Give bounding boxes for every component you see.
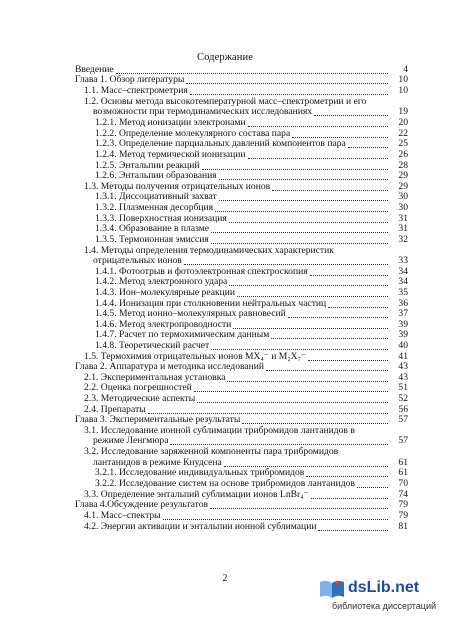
toc-entry-title: 1.3.4. Образование в плазме [95,223,210,234]
toc-leader-dots [233,319,388,329]
toc-entry-title: 1.5. Термохимия отрицательных ионов MX₄⁻ и M₂X₇⁻ [84,351,307,362]
toc-entry-title: режиме Ленгмюра [93,435,169,446]
toc-entry [0,223,450,234]
toc-entry-title: 3.2.1. Исследование индивидуальных трибромидов [95,467,305,478]
toc-entry-page: 33 [398,255,408,266]
toc-entry-title: 2.2. Оценка погрешностей [84,382,192,393]
toc-entry-page: 30 [398,191,408,202]
toc-entry-page: 34 [398,276,408,287]
toc-entry [0,234,450,245]
toc-entry-title: 1.3.2. Плазменная десорбция [95,202,214,213]
toc-leader-dots [292,128,388,138]
toc-entry-title: Глава 1. Обзор литературы [75,74,185,85]
toc-entry-page: 74 [398,489,408,500]
toc-entry-title: 1.3.1. Диссоциативный захват [95,191,217,202]
toc-entry-page: 34 [398,266,408,277]
toc-entry [0,106,450,117]
table-of-contents [0,62,450,562]
toc-leader-dots [357,478,388,488]
toc-entry [0,202,450,213]
toc-entry-page: 26 [398,149,408,160]
toc-leader-dots [170,435,388,445]
toc-leader-dots [248,149,388,159]
toc-entry-title: 4.2. Энергии активации и энтальпии ионной сублимации [84,521,317,532]
toc-entry-title: 1.3. Методы получения отрицательных ионов [84,181,271,192]
book-logo-icon [318,578,346,600]
toc-leader-dots [194,382,388,392]
toc-entry-page: 25 [398,138,408,149]
toc-leader-dots [348,138,388,148]
toc-entry-page: 31 [398,213,408,224]
toc-leader-dots [271,329,388,339]
toc-entry-page: 30 [398,202,408,213]
toc-leader-dots [229,213,388,223]
toc-leader-dots [237,287,388,297]
toc-entry [0,510,450,521]
toc-leader-dots [190,85,388,95]
toc-leader-dots [211,340,388,350]
toc-leader-dots [311,489,388,499]
toc-entry-title: 3.2.2. Исследование систем на основе трибромидов лантанидов [95,478,355,489]
toc-entry-title: 1.4.7. Расчет по термохимическим данным [95,329,270,340]
toc-entry-page: 4 [403,64,408,75]
toc-entry-title: 2.3. Методические аспекты [84,393,196,404]
toc-entry [0,340,450,351]
toc-entry-page: 37 [398,308,408,319]
toc-entry-title: 1.2.1. Метод ионизации электронами [95,117,246,128]
toc-leader-dots [186,74,388,84]
toc-entry-title: 1.4.4. Ионизация при столкновении нейтральных частиц [95,298,327,309]
toc-leader-dots [211,223,388,233]
toc-leader-dots [148,404,388,414]
toc-leader-dots [272,181,388,191]
toc-entry-title: 1.2. Основы метода высокотемпературной масс–спектрометрии и его [84,96,367,107]
toc-entry-title: 3.2. Исследование заряженной компоненты пара трибромидов [84,446,339,457]
toc-leader-dots [328,298,388,308]
toc-entry-title: 1.4.6. Метод электропроводности [95,319,232,330]
toc-entry [0,499,450,510]
toc-entry [0,393,450,404]
toc-leader-dots [310,266,388,276]
toc-entry-title: 3.3. Определение энтальпий сублимации ионов LnBr₄⁻ [84,489,309,500]
toc-entry [0,361,450,372]
toc-entry-page: 22 [398,128,408,139]
toc-entry-page: 81 [398,521,408,532]
toc-leader-dots [288,308,388,318]
toc-entry-page: 57 [398,435,408,446]
toc-entry [0,435,450,446]
toc-entry [0,191,450,202]
toc-entry-title: 1.2.6. Энтальпии образования [95,170,217,181]
toc-entry-page: 19 [398,106,408,117]
toc-entry-page: 28 [398,160,408,171]
toc-entry-page: 20 [398,117,408,128]
toc-entry-page: 79 [398,499,408,510]
toc-entry-title: 1.1. Масс–спектрометрия [84,85,188,96]
toc-leader-dots [163,510,388,520]
toc-entry-title: лантанидов в режиме Кнудсена [93,457,222,468]
toc-entry-title: 2.4. Препараты [84,404,146,415]
toc-entry-title: 1.4.5. Метод ионно–молекулярных равновесий [95,308,286,319]
toc-leader-dots [308,351,388,361]
toc-leader-dots [314,106,388,116]
toc-entry [0,138,450,149]
toc-entry-title: возможности при термодинамических исследованиях [93,106,313,117]
toc-leader-dots [210,499,388,509]
toc-leader-dots [202,160,388,170]
toc-leader-dots [318,521,388,531]
toc-leader-dots [219,170,388,180]
toc-entry-title: Глава 3. Экспериментальные результаты [75,414,241,425]
toc-entry [0,287,450,298]
toc-leader-dots [242,414,388,424]
toc-entry-page: 61 [398,467,408,478]
toc-entry-page: 43 [398,372,408,383]
toc-entry [0,414,450,425]
toc-entry-page: 29 [398,181,408,192]
toc-entry-title: 1.2.5. Энтальпии реакций [95,160,200,171]
toc-entry-page: 56 [398,404,408,415]
toc-entry-title: 3.1. Исследование ионной сублимации трибромидов лантанидов в [84,425,355,436]
toc-leader-dots [215,202,388,212]
toc-entry-title: Глава 4.Обсуждение результатов [75,499,209,510]
toc-entry-title: Введение [75,64,114,75]
toc-leader-dots [197,393,388,403]
toc-entry-page: 36 [398,298,408,309]
toc-entry-page: 41 [398,351,408,362]
toc-entry-page: 31 [398,223,408,234]
toc-entry-page: 29 [398,170,408,181]
toc-entry [0,255,450,266]
toc-entry-page: 70 [398,478,408,489]
toc-entry-title: 1.3.3. Поверхностная ионизация [95,213,227,224]
toc-entry [0,446,450,457]
toc-leader-dots [224,457,388,467]
toc-leader-dots [219,191,388,201]
toc-entry [0,521,450,532]
toc-entry-page: 79 [398,510,408,521]
toc-entry-title: 1.4.1. Фотоотрыв и фотоэлектронная спектроскопия [95,266,308,277]
toc-entry-page: 43 [398,361,408,372]
toc-entry-page: 52 [398,393,408,404]
page-title: Содержание [196,52,254,63]
watermark [318,578,448,618]
toc-entry-page: 40 [398,340,408,351]
toc-entry-page: 39 [398,329,408,340]
toc-entry-page: 61 [398,457,408,468]
toc-entry-title: 1.2.3. Определение парциальных давлений компонентов пара [95,138,346,149]
toc-entry-title: отрицательных ионов [93,255,182,266]
toc-entry-page: 32 [398,234,408,245]
toc-entry [0,170,450,181]
toc-entry-page: 39 [398,319,408,330]
toc-entry-title: 4.1. Масс–спектры [84,510,161,521]
toc-leader-dots [248,117,388,127]
toc-entry-page: 51 [398,382,408,393]
toc-entry [0,467,450,478]
toc-entry [0,117,450,128]
toc-leader-dots [229,276,388,286]
toc-entry-title: 1.4.2. Метод электронного удара [95,276,228,287]
toc-entry [0,276,450,287]
toc-entry [0,85,450,96]
toc-leader-dots [266,361,388,371]
watermark-brand: dsLib.net [348,579,420,596]
toc-entry [0,478,450,489]
toc-entry-title: Глава 2. Аппаратура и методика исследований [75,361,265,372]
toc-entry-title: 1.4.8. Теоретический расчет [95,340,210,351]
toc-entry [0,382,450,393]
toc-entry-page: 10 [398,74,408,85]
toc-entry [0,149,450,160]
toc-entry-page: 35 [398,287,408,298]
toc-entry-page: 57 [398,414,408,425]
toc-leader-dots [306,467,388,477]
watermark-subtitle: библиотека диссертаций [332,601,437,611]
toc-entry-title: 1.2.4. Метод термической ионизации [95,149,246,160]
page-number: 2 [222,573,228,584]
toc-entry [0,329,450,340]
toc-entry [0,308,450,319]
toc-leader-dots [227,372,388,382]
toc-entry [0,74,450,85]
toc-entry-title: 1.2.2. Определение молекулярного состава пара [95,128,291,139]
toc-leader-dots [184,255,388,265]
toc-entry-page: 10 [398,85,408,96]
toc-entry-title: 1.4.3. Ион–молекулярные реакции [95,287,236,298]
toc-entry-title: 2.1. Экспериментальная установка [84,372,226,383]
toc-entry-title: 1.3.5. Термоионная эмиссия [95,234,209,245]
toc-leader-dots [211,234,388,244]
toc-leader-dots [116,64,388,74]
toc-entry-title: 1.4. Методы определения термодинамических характеристик [84,245,334,256]
